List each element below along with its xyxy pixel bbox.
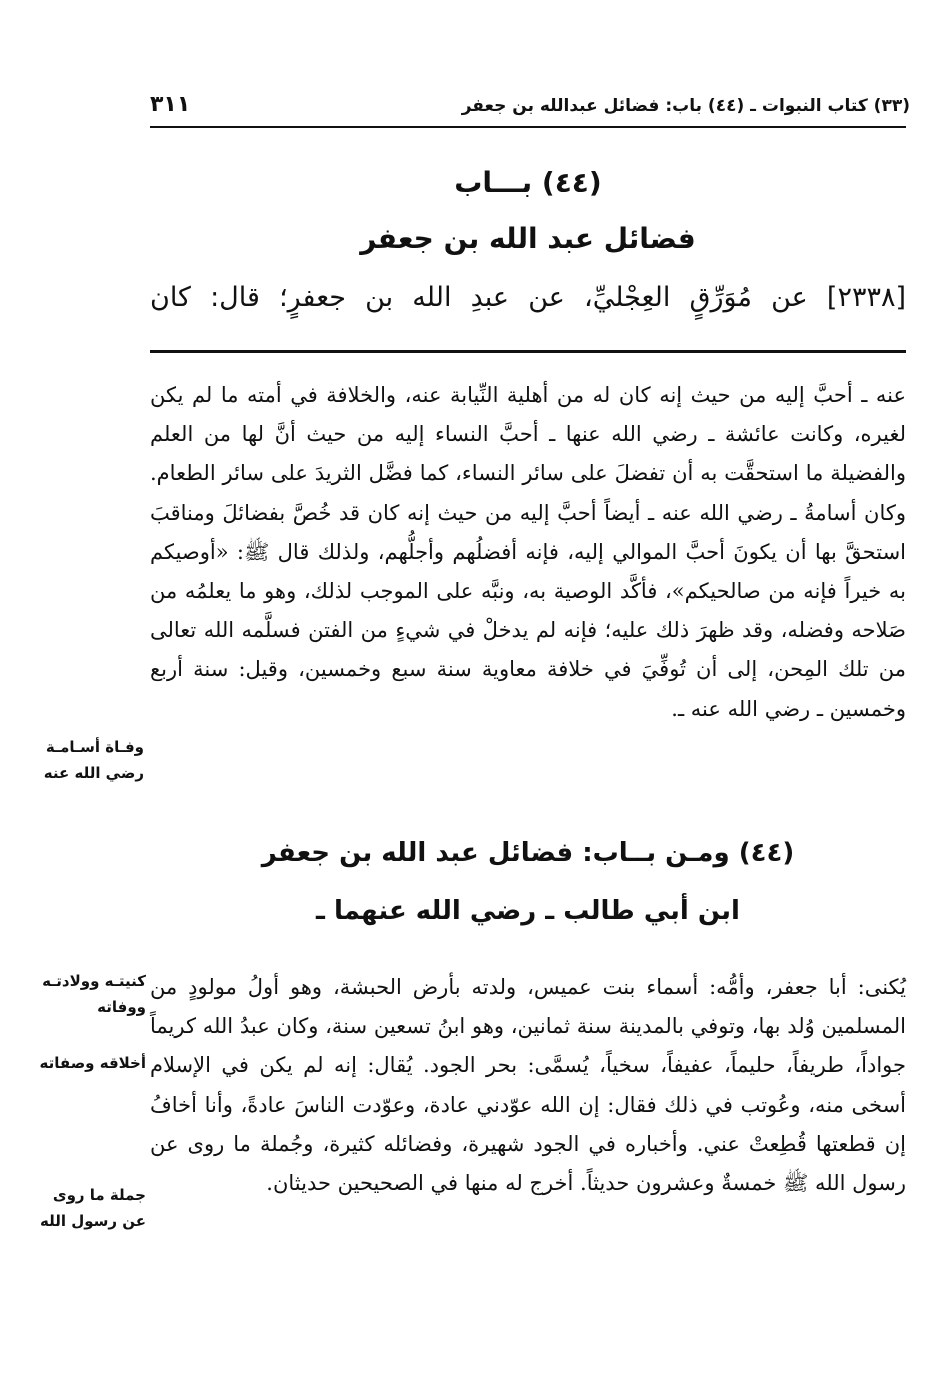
running-header-title: (٣٣) كتاب النبوات ـ (٤٤) باب: فضائل عبدالله بن جعفر (461, 96, 910, 116)
page-number: ٣١١ (150, 92, 191, 117)
section-subtitle: ابن أبي طالب ـ رضي الله عنهما ـ (316, 896, 740, 926)
hadith-divider (150, 350, 906, 353)
hadith-text: [٢٣٣٨] عن مُوَرِّقٍ العِجْليِّ، عن عبدِ الله بن جعفرٍ؛ قال: كان (150, 282, 906, 313)
section-title: (٤٤) ومـن بــاب: فضائل عبد الله بن جعفر (261, 838, 795, 868)
margin-note-line: رضي الله عنه (43, 764, 144, 782)
commentary-paragraph-2: يُكنى: أبا جعفر، وأمُّه: أسماء بنت عميس، ولدته بأرض الحبشة، وهو أولُ مولودٍ من المسلمين وُلد بها، وتوفي بالمدينة سنة ثمانين، وهو ابنُ تسعين سنة، وكان عبدُ الله كريماً جواداً، طريفاً، حليماً، عفيفاً، سخياً، يُسمَّى: بحر الجود. يُقال: إنه لم يكن في الإسلام أسخى منه، وعُوتب في ذلك فقال: إن الله عوّدني عادة، وعوّدت الناسَ عادةً، وأنا أخافُ إن قطعتها قُطِعتْ عني. وأخباره في الجود شهيرة، وفضائله كثيرة، وجُملة ما روى عن رسول الله ﷺ خمسةٌ وعشرون حديثاً. أخرج له منها في الصحيحين حديثان. (150, 975, 906, 1196)
margin-note-kunya-birth (36, 968, 146, 1020)
margin-note-line: أخلاقه وصفاته (39, 1054, 146, 1072)
header-divider (150, 126, 906, 128)
margin-note-character (36, 1050, 146, 1076)
margin-note-usama-death (40, 734, 144, 786)
margin-note-line: ووفاته (97, 998, 146, 1016)
commentary-paragraph-1: عنه ـ أحبَّ إليه من حيث إنه كان له من أهلية النِّيابة عنه، والخلافة في أمته ما لم يكن لغيره، وكانت عائشة ـ رضي الله عنها ـ أحبَّ النساء إليه من حيث أنَّ لها من العلم والفضيلة ما استحقَّت به أن تفضلَ على سائر النساء، كما فضَّل الثريدَ على سائر الطعام. وكان أسامةُ ـ رضي الله عنه ـ أيضاً أحبَّ إليه من حيث إنه كان قد خُصَّ بفضائلَ ومناقبَ استحقَّ بها أن يكونَ أحبَّ الموالي إليه، فإنه أفضلُهم وأجلُّهم، ولذلك قال ﷺ: «أوصيكم به خيراً فإنه من صالحيكم»، فأكَّد الوصية به، ونبَّه على الموجب لذلك، وهو ما يعلمُه من صَلاحه وفضله، وقد ظهرَ ذلك عليه؛ فإنه لم يدخلْ في شيءٍ من الفتن فسلَّمه الله تعالى من تلك المِحن، إلى أن تُوفِّيَ في خلافة معاوية سنة سبع وخمسين، وقيل: سنة أربع وخمسين ـ رضي الله عنه ـ. (150, 383, 906, 721)
margin-note-line: عن رسول الله (40, 1212, 146, 1230)
chapter-label: (٤٤) بـــاب (454, 166, 602, 199)
margin-note-line: جملة ما روى (52, 1186, 146, 1204)
margin-note-line: وفـاة أسـامـة (45, 738, 144, 756)
margin-note-narrations (36, 1182, 146, 1234)
running-header (150, 92, 910, 122)
chapter-title: فضائل عبد الله بن جعفر (360, 222, 696, 255)
margin-note-line: كنيتـه وولادتـه (42, 972, 146, 990)
